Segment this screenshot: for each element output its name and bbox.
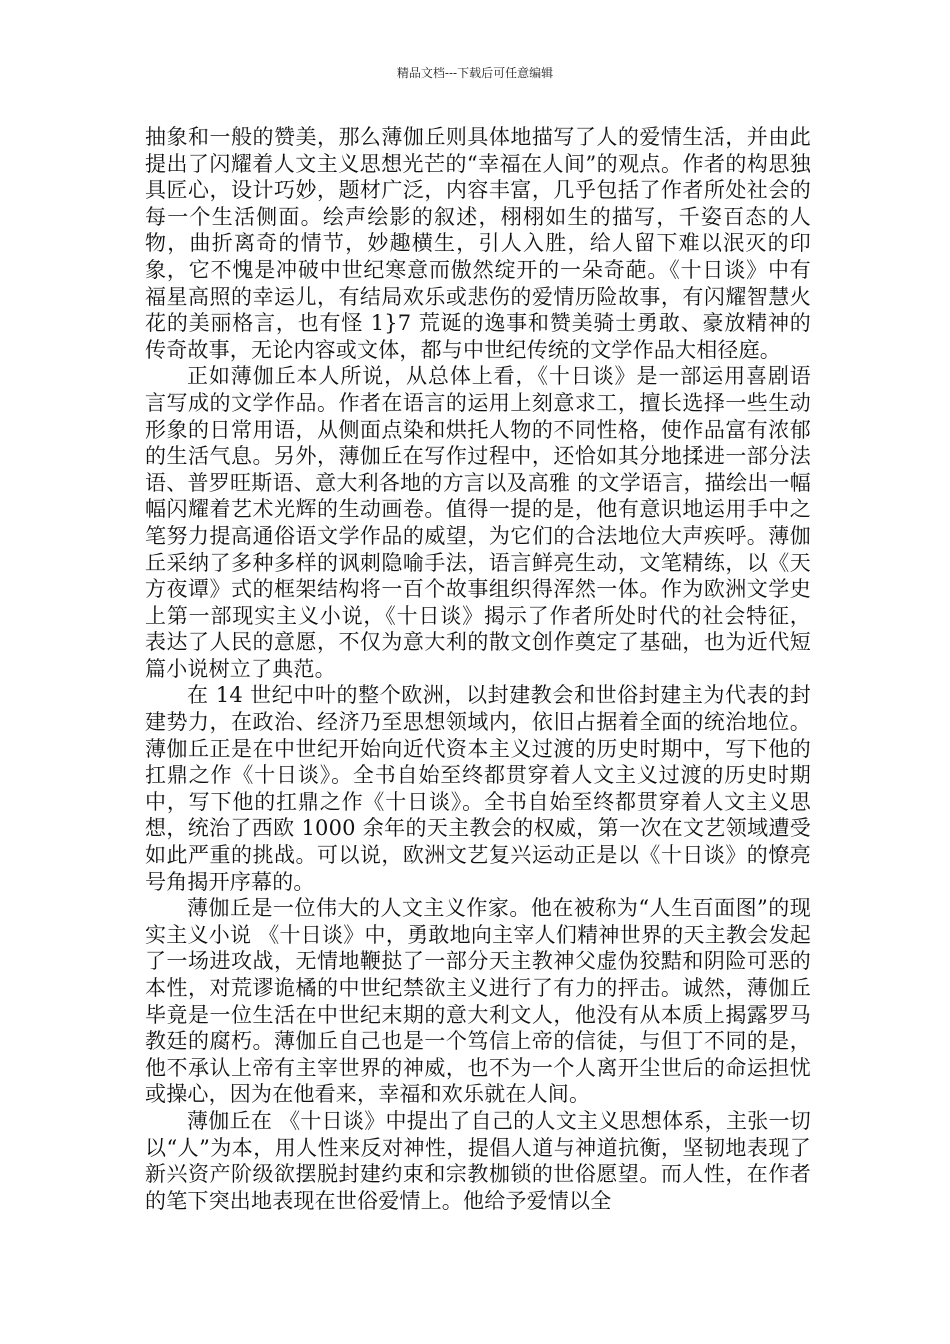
body-text [145,124,811,1214]
page-header: 精品文档---下载后可任意编辑 [396,66,554,80]
paragraph: 薄伽丘在 《十日谈》中提出了自己的人文主义思想体系，主张一切以“人”为本，用人性来反对神性，提倡人道与神道抗衡，坚韧地表现了新兴资产阶级欲摆脱封建约束和宗教枷锁的世俗愿望。而人性，在作者的笔下突出地表现在世俗爱情上。他给予爱情以全 [145,1108,811,1213]
paragraph: 在 14 世纪中叶的整个欧洲，以封建教会和世俗封建主为代表的封建势力，在政治、经济乃至思想领域内，依旧占据着全面的统治地位。薄伽丘正是在中世纪开始向近代资本主义过渡的历史时期中，写下他的扛鼎之作《十日谈》。全书自始至终都贯穿着人文主义过渡的历史时期中，写下他的扛鼎之作《十日谈》。全书自始至终都贯穿着人文主义思想，统治了西欧 1000 余年的天主教会的权威，第一次在文艺领域遭受如此严重的挑战。可以说，欧洲文艺复兴运动正是以《十日谈》的憭亮号角揭开序幕的。 [145,683,811,894]
paragraph: 正如薄伽丘本人所说，从总体上看，《十日谈》是一部运用喜剧语言写成的文学作品。作者在语言的运用上刻意求工，擅长选择一些生动形象的日常用语，从侧面点染和烘托人物的不同性格，使作品富有浓郁的生活气息。另外，薄伽丘在写作过程中，还恰如其分地揉进一部分法语、普罗旺斯语、意大利各地的方言以及高雅 的文学语言，描绘出一幅幅闪耀着艺术光辉的生动画卷。值得一提的是，他有意识地运用手中之笔努力提高通俗语文学作品的威望，为它们的合法地位大声疾呼。薄伽丘采纳了多种多样的讽刺隐喻手法，语言鲜亮生动，文笔精练，以《天方夜谭》式的框架结构将一百个故事组织得浑然一体。作为欧洲文学史上第一部现实主义小说，《十日谈》揭示了作者所处时代的社会特征，表达了人民的意愿，不仅为意大利的散文创作奠定了基础，也为近代短篇小说树立了典范。 [145,364,811,681]
paragraph: 抽象和一般的赞美，那么薄伽丘则具体地描写了人的爱情生活，并由此提出了闪耀着人文主义思想光芒的“幸福在人间”的观点。作者的构思独具匠心，设计巧妙，题材广泛，内容丰富，几乎包括了作者所处社会的每一个生活侧面。绘声绘影的叙述，栩栩如生的描写，千姿百态的人物，曲折离奇的情节，妙趣横生，引人入胜，给人留下难以泯灭的印象，它不愧是冲破中世纪寒意而傲然绽开的一朵奇葩。《十日谈》中有福星高照的幸运儿，有结局欢乐或悲伤的爱情历险故事，有闪耀智慧火花的美丽格言，也有怪 1}7 荒诞的逸事和赞美骑士勇敢、豪放精神的传奇故事，无论内容或文体，都与中世纪传统的文学作品大相径庭。 [145,125,811,362]
paragraph: 薄伽丘是一位伟大的人文主义作家。他在被称为“人生百面图”的现实主义小说 《十日谈》中，勇敢地向主宰人们精神世界的天主教会发起了一场进攻战，无情地鞭挞了一部分天主教神父虚伪狡黠和阴险可恶的本性，对荒谬诡橘的中世纪禁欲主义进行了有力的抨击。诚然，薄伽丘毕竟是一位生活在中世纪末期的意大利文人，他没有从本质上揭露罗马教廷的腐朽。薄伽丘自己也是一个笃信上帝的信徒，与但丁不同的是，他不承认上帝有主宰世界的神威，也不为一个人离开尘世后的命运担忧或操心，因为在他看来，幸福和欢乐就在人间。 [145,896,811,1107]
